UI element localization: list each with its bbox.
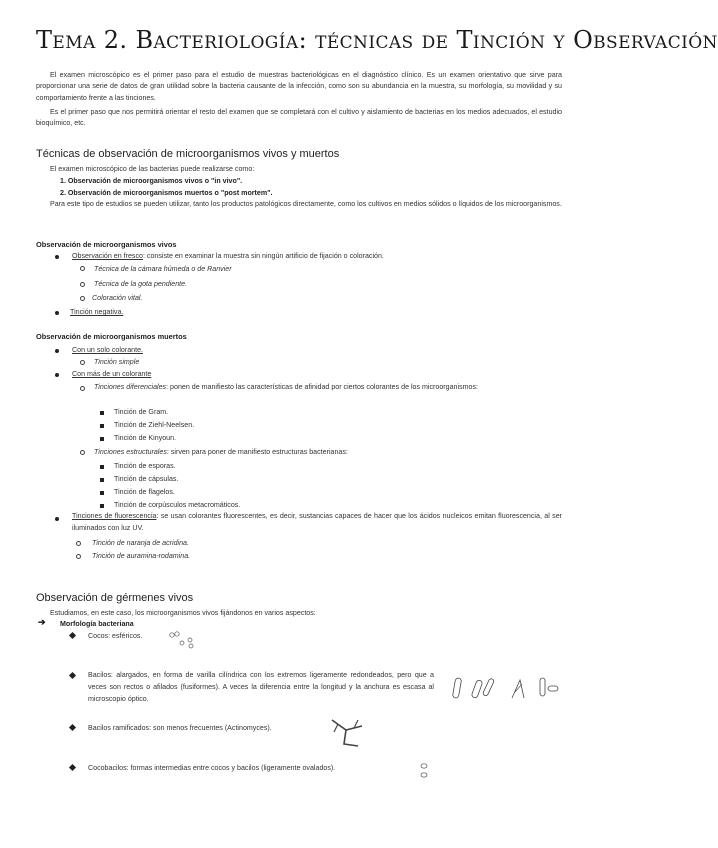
tincion-capsulas: Tinción de cápsulas. <box>114 475 179 483</box>
tincion-acridina: Tinción de naranja de acridina. <box>92 539 189 547</box>
ramificados-illustration <box>328 716 366 750</box>
intro-paragraph-2: Es el primer paso que nos permitirá orientar el resto del examen que se completará con el cultivo y aislamiento de bacterias en los medios adecuados, el estudio bioquímico, etc. <box>36 108 562 128</box>
section-heading-tecnicas: Técnicas de observación de microorganismos vivos y muertos <box>36 148 340 160</box>
diamond-bullet-icon <box>70 725 75 732</box>
diferenciales-label: Tinciones diferenciales <box>94 383 167 391</box>
tincion-auramina: Tinción de auramina-rodamina. <box>92 552 191 560</box>
fresco-label: Observación en fresco <box>72 252 143 260</box>
sub-item-diferenciales <box>94 382 562 394</box>
square-bullet-icon <box>100 503 104 510</box>
item-un-colorante: Con un solo colorante. <box>72 346 143 354</box>
sub-item-gota: Técnica de la gota pendiente. <box>94 280 188 288</box>
diamond-bullet-icon <box>70 765 75 772</box>
estructurales-label: Tinciones estructurales <box>94 448 167 456</box>
heading-muertos: Observación de microorganismos muertos <box>36 332 187 341</box>
section1-lead: El examen microscópico de las bacterias puede realizarse como: <box>50 165 255 173</box>
bullet-icon <box>55 516 59 523</box>
circle-bullet-icon <box>76 541 81 548</box>
fluorescencia-text: : se usan colorantes fluorescentes, es decir, sustancias capaces de hacer que los ácidos nucleicos emitan fluorescencia, al ser iluminados con luz UV. <box>72 512 562 532</box>
bacilos-illustration <box>452 676 562 702</box>
germenes-lead: Estudiamos, en este caso, los microorganismos vivos fijándonos en varios aspectos: <box>50 609 316 617</box>
circle-bullet-icon <box>80 450 85 457</box>
bacilos-text: Bacilos: alargados, en forma de varilla cilíndrica con los extremos ligeramente redondeados, pero que a veces son rectos o afilados (fusiformes). A veces la diferencia entre la longitud y la anchura es escasa al microscopio óptico. <box>88 671 434 703</box>
cocobacilos-illustration <box>418 762 434 782</box>
list-item-vivos: 1. Observación de microorganismos vivos o "in vivo". <box>60 177 243 185</box>
item-mas-colorante: Con más de un colorante <box>72 370 152 378</box>
tincion-gram: Tinción de Gram. <box>114 408 169 416</box>
square-bullet-icon <box>100 477 104 484</box>
sub-item-coloracion: Coloración vital. <box>92 294 143 302</box>
tincion-kinyoun: Tinción de Kinyoun. <box>114 434 177 442</box>
circle-bullet-icon <box>80 266 85 273</box>
morfologia-bacteriana: Morfología bacteriana <box>60 620 134 628</box>
bullet-icon <box>55 348 59 355</box>
estructurales-text: : sirven para poner de manifiesto estructuras bacterianas: <box>166 448 348 456</box>
sub-item-ranvier: Técnica de la cámara húmeda o de Ranvier <box>94 265 232 273</box>
diferenciales-text: : ponen de manifiesto las características de afinidad por ciertos colorantes de los microorganismos: <box>166 383 478 391</box>
bullet-icon <box>55 310 59 317</box>
square-bullet-icon <box>100 423 104 430</box>
item-fluorescencia <box>72 511 562 535</box>
circle-bullet-icon <box>76 554 81 561</box>
intro-paragraph-1: El examen microscópico es el primer paso para el estudio de muestras bacteriológicas en el diagnóstico clínico. Es un examen orientativo que sirve para proporcionar una serie de datos de gran utilidad sobre la bacteria causante de la infección, como son su abundancia en la muestra, su morfología, su movilidad y su comportamiento frente a las tinciones. <box>36 71 562 102</box>
list-item-muertos: 2. Observación de microorganismos muertos o "post mortem". <box>60 189 273 197</box>
diamond-bullet-icon <box>70 673 75 680</box>
circle-bullet-icon <box>80 386 85 393</box>
page-title: Tema 2. Bacteriología: técnicas de Tinción y Observación <box>36 26 718 54</box>
arrow-right-icon: ➔ <box>38 617 46 627</box>
cocos-text: Cocos: esféricos. <box>88 632 143 640</box>
bullet-icon <box>55 372 59 379</box>
item-tincion-negativa: Tinción negativa. <box>70 308 124 316</box>
item-observacion-fresco <box>72 251 384 262</box>
square-bullet-icon <box>100 436 104 443</box>
tincion-flagelos: Tinción de flagelos. <box>114 488 175 496</box>
square-bullet-icon <box>100 410 104 417</box>
square-bullet-icon <box>100 464 104 471</box>
bacilos-ramificados-text: Bacilos ramificados: son menos frecuentes (Actinomyces). <box>88 724 272 732</box>
heading-vivos: Observación de microorganismos vivos <box>36 240 177 249</box>
circle-bullet-icon <box>80 360 85 367</box>
sub-item-estructurales <box>94 447 348 458</box>
section1-note: Para este tipo de estudios se pueden utilizar, tanto los productos patológicos directamente, como los cultivos en medios sólidos o líquidos de los microorganismos. <box>50 200 562 208</box>
cocobacilos-text: Cocobacilos: formas intermedias entre cocos y bacilos (ligeramente ovalados). <box>88 764 336 772</box>
section-heading-germenes: Observación de gérmenes vivos <box>36 592 194 604</box>
tincion-corpusculos: Tinción de corpúsculos metacromáticos. <box>114 501 241 509</box>
circle-bullet-icon <box>80 296 85 303</box>
tincion-ziehl: Tinción de Ziehl-Neelsen. <box>114 421 195 429</box>
bullet-icon <box>55 254 59 261</box>
tincion-esporas: Tinción de esporas. <box>114 462 176 470</box>
square-bullet-icon <box>100 490 104 497</box>
diamond-bullet-icon <box>70 633 75 640</box>
fluorescencia-label: Tinciones de fluorescencia <box>72 512 157 520</box>
cocos-illustration <box>166 630 196 650</box>
sub-item-tincion-simple: Tinción simple <box>94 358 140 366</box>
fresco-text: : consiste en examinar la muestra sin ningún artificio de fijación o coloración. <box>142 252 384 260</box>
circle-bullet-icon <box>80 282 85 289</box>
